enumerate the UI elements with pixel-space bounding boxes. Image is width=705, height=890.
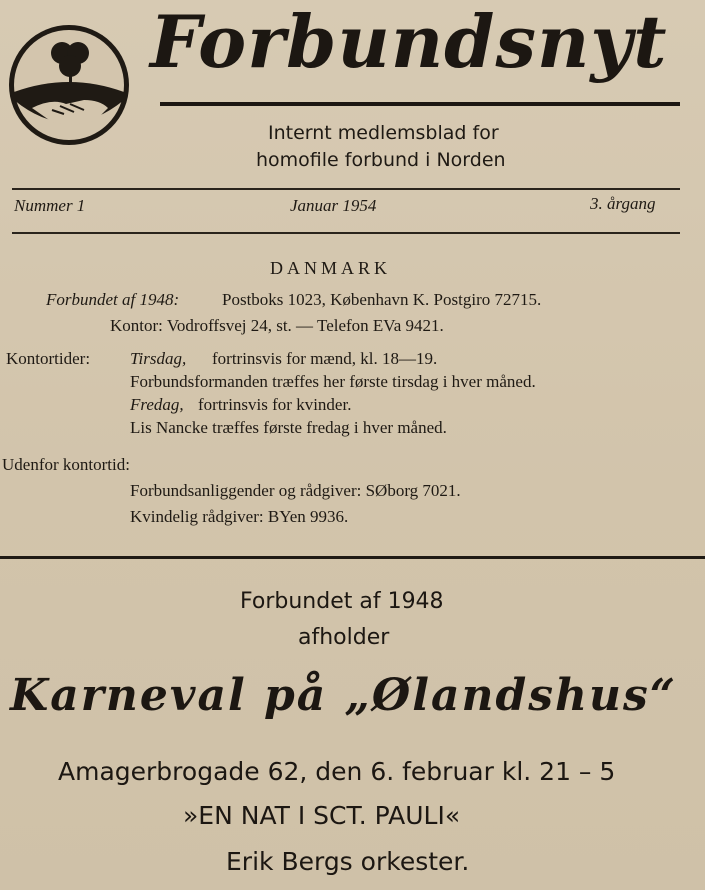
org-name: Forbundet af 1948: [46,290,180,309]
tuesday-note: Forbundsformanden træffes her første tirsdag i hver måned. [130,372,536,391]
magazine-title: Forbundsnyt [150,0,668,84]
org-address: Postboks 1023, København K. Postgiro 72715. [222,290,542,309]
women-advisor-line: Kvindelig rådgiver: BYen 9936. [130,507,349,526]
event-theme: »EN NAT I SCT. PAULI« [183,801,461,830]
office-address: Kontor: Vodroffsvej 24, st. — Telefon EVa 9421. [110,316,444,335]
office-hours-label: Kontortider: [6,349,91,368]
issue-date: Januar 1954 [290,196,377,215]
friday-note: Lis Nancke træffes første fredag i hver måned. [130,418,447,437]
tuesday-hours: fortrinsvis for mænd, kl. 18—19. [212,349,438,368]
issue-number: Nummer 1 [14,196,86,215]
clover-handshake-logo [4,20,134,150]
event-title: Karneval på „Ølandshus“ [10,670,678,721]
header-rule-top [12,188,680,190]
section-divider [0,556,705,559]
section-heading-danmark: DANMARK [270,258,392,278]
friday-label: Fredag, [130,395,184,414]
subtitle-line-1: Internt medlemsblad for [268,122,499,144]
title-underline [160,102,680,106]
tuesday-label: Tirsdag, [130,349,187,368]
announcement-hosts: afholder [298,625,390,650]
advisor-line: Forbundsanliggender og rådgiver: SØborg 7021. [130,481,461,500]
outside-hours-label: Udenfor kontortid: [2,455,130,474]
event-address: Amagerbrogade 62, den 6. februar kl. 21 – 5 [58,757,616,786]
issue-volume: 3. årgang [590,194,656,213]
event-band: Erik Bergs orkester. [226,847,470,876]
announcement-org: Forbundet af 1948 [240,589,444,614]
friday-hours: fortrinsvis for kvinder. [198,395,352,414]
subtitle-line-2: homofile forbund i Norden [256,149,506,171]
header-rule-bottom [12,232,680,234]
